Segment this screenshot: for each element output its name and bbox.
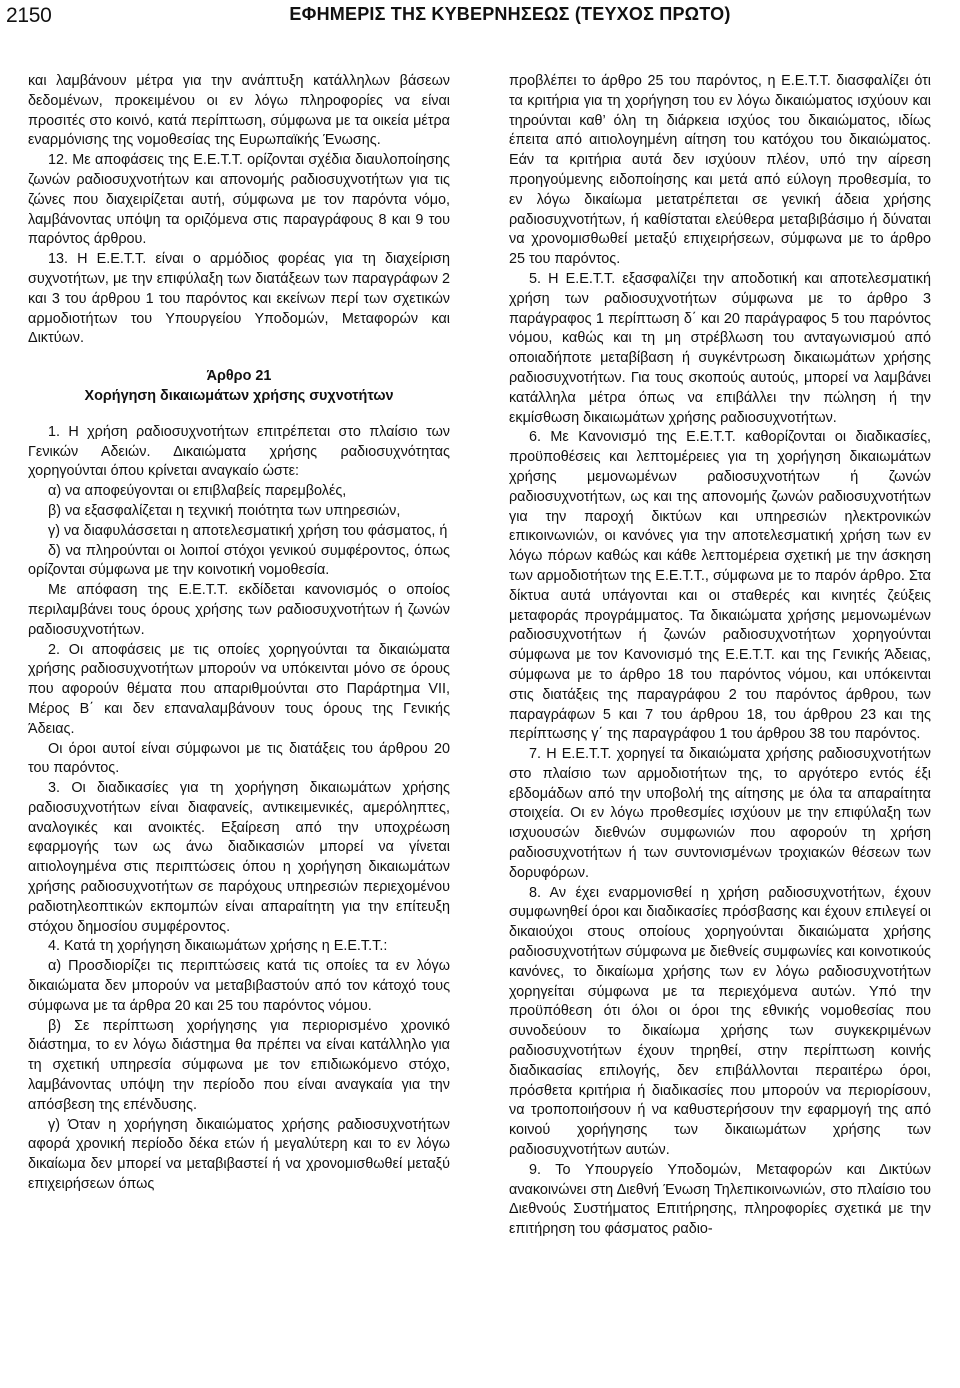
gazette-title: ΕΦΗΜΕΡΙΣ ΤΗΣ ΚΥΒΕΡΝΗΣΕΩΣ (ΤΕΥΧΟΣ ΠΡΩΤΟ): [289, 4, 731, 24]
list-item: α) Προσδιορίζει τις περιπτώσεις κατά τις οποίες τα εν λόγω δικαιώματα δεν μπορούν να μεταβιβαστούν από τον κάτοχό τους σύμφωνα με τα άρθρα 20 και 25 του παρόντος νόμου.: [28, 958, 450, 1014]
paragraph: 9. Το Υπουργείο Υποδομών, Μεταφορών και Δικτύων ανακοινώνει στη Διεθνή Ένωση Τηλεπικοινωνιών, στο πλαίσιο του Διεθνούς Συστήματος Επιτήρησης, πληροφορίες σχετικά με την επιτήρηση του φάσματος ραδιο-: [509, 1161, 931, 1238]
left-column: [28, 72, 450, 1195]
list-item: β) Σε περίπτωση χορήγησης για περιορισμένο χρονικό διάστημα, το εν λόγω διάστημα θα πρέπει να είναι κατάλληλο για τη σχετική υπηρεσία σύμφωνα με τον επιδιωκόμενο στόχο, λαμβάνοντας υπόψη την περίοδο που είναι αναγκαία για την απόσβεση της επένδυσης.: [28, 1017, 450, 1113]
list-item: γ) Όταν η χορήγηση δικαιώματος χρήσης ραδιοσυχνοτήτων αφορά χρονική περίοδο δέκα ετών ή μεγαλύτερη και το εν λόγω δικαίωμα δεν μπορεί να μεταβιβαστεί ή να χρονομισθωθεί μεταξύ επιχειρήσεων όπως: [28, 1116, 450, 1193]
page-number: 2150: [6, 4, 52, 27]
paragraph: 6. Με Κανονισμό της Ε.Ε.Τ.Τ. καθορίζονται οι διαδικασίες, προϋποθέσεις και λεπτομέρειες για τη χορήγηση δικαιωμάτων χρήσης μεμονωμένων ραδιοσυχνοτήτων ή ζωνών ραδιοσυχνοτήτων, ως και της απονομής ζωνών ραδιοσυχνοτήτων για την παροχή δικτύων και υπηρεσιών ηλεκτρονικών επικοινωνιών, οι κανόνες για την αποτελεσματική χρήση των εν λόγω πόρων καθώς και κάθε λεπτομέρεια σχετική με την άσκηση των αρμοδιοτήτων της Ε.Ε.Τ.Τ., σύμφωνα με το παρόν άρθρο. Στα δίκτυα αυτά υπάγονται και οι σταθερές και κινητές ζεύξεις μεταφοράς προγράμματος. Τα δικαιώματα χρήσης μεμονωμένων ραδιοσυχνοτήτων ή ζωνών ραδιοσυχνοτήτων χορηγούνται σύμφωνα με τον Κανονισμό της Ε.Ε.Τ.Τ. και της Γενικής Άδειας, σύμφωνα με το άρθρο 18 του παρόντος νόμου, και υπόκεινται στις διατάξεις της παραγράφου 2 του παρόντος άρθρου, των παραγράφων 5 και 7 του άρθρου 18, του άρθρου 23 και της περίπτωσης γ΄ της παραγράφου 1 του άρθρου 38 του παρόντος.: [509, 429, 931, 743]
list-item: γ) να διαφυλάσσεται η αποτελεσματική χρήση του φάσματος, ή: [48, 522, 448, 539]
paragraph: και λαμβάνουν μέτρα για την ανάπτυξη κατάλληλων βάσεων δεδομένων, προκειμένου οι εν λόγω πληροφορίες να είναι προσιτές στο κοινό, κατά περίπτωση, σύμφωνα με τα οικεία μέτρα εναρμόνισης της νομοθεσίας της Ευρωπαϊκής Ένωσης.: [28, 73, 450, 149]
paragraph: 1. Η χρήση ραδιοσυχνοτήτων επιτρέπεται στο πλαίσιο των Γενικών Αδειών. Δικαιώματα χρήσης ραδιοσυχνότητας χορηγούνται όπου κρίνεται αναγκαίο ώστε:: [28, 423, 450, 480]
paragraph: 8. Αν έχει εναρμονισθεί η χρήση ραδιοσυχνοτήτων, έχουν συμφωνηθεί όροι και διαδικασίες πρόσβασης και έχουν επιλεγεί οι δικαιούχοι στους οποίους χορηγούνται δικαιώματα χρήσης ραδιοσυχνοτήτων σύμφωνα με διεθνείς συμφωνίες και κοινοτικούς κανόνες, το δικαίωμα χρήσης των εν λόγω ραδιοσυχνοτήτων χορηγείται σύμφωνα με τα περιεχόμενα αυτών. Υπό την προϋπόθεση ότι όλοι οι όροι της εθνικής νομοθεσίας που συνοδεύουν το δικαίωμα χρήσης των συγκεκριμένων ραδιοσυχνοτήτων έχουν τηρηθεί, στην περίπτωση κοινής διαδικασίας επιλογής, δεν επιβάλλονται περαιτέρω όροι, πρόσθετα κριτήρια ή διαδικασίες που μπορούν να περιορίσουν, να τροποποιήσουν ή να καθυστερήσουν την εφαρμογή της από κοινού χορήγησης των δικαιωμάτων χρήσης των ραδιοσυχνοτήτων αυτών.: [509, 884, 931, 1159]
paragraph: 2. Οι αποφάσεις με τις οποίες χορηγούνται τα δικαιώματα χρήσης ραδιοσυχνοτήτων μπορούν να υπόκεινται μόνο σε όρους που αφορούν θέματα που απαριθμούνται στο Παράρτημα VII, Μέρος Β΄ και δεν επαναλαμβάνουν τους όρους της Γενικής Άδειας.: [28, 641, 450, 737]
right-column: [509, 72, 931, 1240]
paragraph: 3. Οι διαδικασίες για τη χορήγηση δικαιωμάτων χρήσης ραδιοσυχνοτήτων είναι διαφανείς, αντικειμενικές, αμερόληπτες, αναλογικές και ανοικτές. Εξαίρεση από την υποχρέωση εφαρμογής των ως άνω διαδικασιών μπορεί να γίνεται αιτιολογημένα στις περιπτώσεις όπου η χορήγηση δικαιωμάτων χρήσης ραδιοσυχνοτήτων σε παρόχους υπηρεσιών περιεχομένου ραδιοτηλεοπτικών εκπομπών είναι απαραίτητη για την επίτευξη στόχου δημοσίου συμφέροντος.: [28, 780, 450, 935]
article-title: Χορήγηση δικαιωμάτων χρήσης συχνοτήτων: [84, 387, 394, 404]
paragraph: 13. Η Ε.Ε.Τ.Τ. είναι ο αρμόδιος φορέας για τη διαχείριση συχνοτήτων, με την επιφύλαξη των διατάξεων των παραγράφων 2 και 3 του άρθρου 1 του παρόντος και εκείνων περί των σχετικών αρμοδιοτήτων του Υπουργείου Υποδομών, Μεταφορών και Δικτύων.: [28, 251, 450, 347]
paragraph: 7. Η Ε.Ε.Τ.Τ. χορηγεί τα δικαιώματα χρήσης ραδιοσυχνοτήτων στο πλαίσιο των αρμοδιοτήτων της, το αργότερο εντός έξι εβδομάδων από την υποβολή της αίτησης με όλα τα απαραίτητα στοιχεία. Οι εν λόγω προθεσμίες ισχύουν με την επιφύλαξη των ισχυουσών διεθνών συμφωνιών που αφορούν τη χρήση ραδιοσυχνοτήτων ή των συντονισμένων τροχιακών θέσεων των δορυφόρων.: [509, 746, 931, 881]
paragraph: προβλέπει το άρθρο 25 του παρόντος, η Ε.Ε.Τ.Τ. διασφαλίζει ότι τα κριτήρια για τη χορήγηση του εν λόγω δικαιώματος ισχύουν και τηρούνται καθ’ όλη τη διάρκεια ισχύος του δικαιώματος, ιδίως έπειτα από αιτιολογημένη αίτηση του κατόχου του δικαιώματος. Εάν τα κριτήρια αυτά δεν ισχύουν πλέον, υπό την αίρεση προηγούμενης ειδοποίησης και μετά από εύλογη προθεσμία, το εν λόγω δικαίωμα μετατρέπεται σε γενική άδεια χρήσης ραδιοσυχνοτήτων, ή καθίσταται ελεύθερα μεταβιβάσιμο ή δύναται να χρονομισθωθεί μεταξύ επιχειρήσεων, σύμφωνα με το άρθρο 25 του παρόντος.: [509, 73, 931, 268]
paragraph: Οι όροι αυτοί είναι σύμφωνοι με τις διατάξεις του άρθρου 20 του παρόντος.: [28, 740, 450, 777]
page-header: [0, 0, 960, 34]
paragraph: Με απόφαση της Ε.Ε.Τ.Τ. εκδίδεται κανονισμός ο οποίος περιλαμβάνει τους όρους χρήσης των ραδιοσυχνοτήτων ή ζωνών ραδιοσυχνοτήτων.: [28, 582, 450, 638]
paragraph: 4. Κατά τη χορήγηση δικαιωμάτων χρήσης η Ε.Ε.Τ.Τ.:: [48, 938, 388, 955]
list-item: β) να εξασφαλίζεται η τεχνική ποιότητα των υπηρεσιών,: [48, 502, 401, 519]
paragraph: 12. Με αποφάσεις της Ε.Ε.Τ.Τ. ορίζονται σχέδια διαυλοποίησης ζωνών ραδιοσυχνοτήτων και απονομής ραδιοσυχνοτήτων για τις ζώνες που διαχειρίζεται αυτή, σύμφωνα με τον παρόντα νόμο, λαμβάνοντας υπόψη τα οριζόμενα στις παραγράφους 8 και 9 του παρόντος άρθρου.: [28, 152, 450, 248]
list-item: δ) να πληρούνται οι λοιποί στόχοι γενικού συμφέροντος, όπως ορίζονται σύμφωνα με την κοινοτική νομοθεσία.: [28, 542, 450, 579]
list-item: α) να αποφεύγονται οι επιβλαβείς παρεμβολές,: [48, 483, 347, 500]
article-number: Άρθρο 21: [206, 368, 272, 385]
paragraph: 5. Η Ε.Ε.Τ.Τ. εξασφαλίζει την αποδοτική και αποτελεσματική χρήση των ραδιοσυχνοτήτων σύμφωνα με το άρθρο 3 παράγραφος 1 περίπτωση δ΄ και 20 παράγραφος 5 του παρόντος νόμου, καθώς και τη μη στρέβλωση του ανταγωνισμού από οποιαδήποτε μεταβίβαση ή συγκέντρωση δικαιωμάτων χρήσης ραδιοσυχνοτήτων. Για τους σκοπούς αυτούς, μπορεί να λαμβάνει κατάλληλα μέτρα όπως να επιβάλλει την πώληση ή την εκμίσθωση δικαιωμάτων χρήσης ραδιοσυχνοτήτων.: [509, 270, 931, 426]
